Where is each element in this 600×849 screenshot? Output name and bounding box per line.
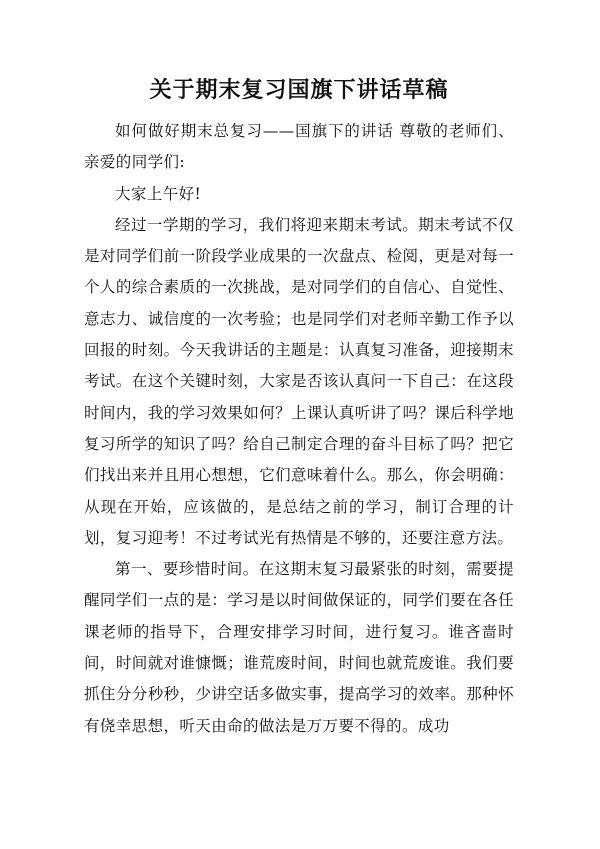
document-title: 关于期末复习国旗下讲话草稿 <box>149 77 449 103</box>
paragraph-point-one: 第一、要珍惜时间。在这期末复习最紧张的时刻，需要提醒同学们一点的是：学习是以时间做保证的，同学们要在各任课老师的指导下，合理安排学习时间，进行复习。谁吝啬时间，时间就对谁慷慨；谁荒废时间，时间也就荒废谁。我们要抓住分分秒秒，少讲空话多做实事，提高学习的效率。那种怀有侥幸思想，听天由命的做法是万万要不得的。成功 <box>84 560 514 735</box>
paragraph-introduction: 经过一学期的学习，我们将迎来期末考试。期末考试不仅是对同学们前一阶段学业成果的一次盘点、检阅，更是对每一个人的综合素质的一次挑战，是对同学们的自信心、自觉性、意志力、诚信度的一次考验；也是同学们对老师辛勤工作予以回报的时刻。今天我讲话的主题是：认真复习准备，迎接期末考试。在这个关键时刻，大家是否该认真问一下自己：在这段时间内，我的学习效果如何？上课认真听讲了吗？课后科学地复习所学的知识了吗？给自己制定合理的奋斗目标了吗？把它们找出来并且用心想想，它们意味着什么。那么，你会明确：从现在开始，应该做的，是总结之前的学习，制订合理的计划，复习迎考！不过考试光有热情是不够的，还要注意方法。 <box>84 215 514 547</box>
paragraph-greeting: 大家上午好! <box>115 184 202 203</box>
paragraph-opening: 如何做好期末总复习——国旗下的讲话 尊敬的老师们、亲爱的同学们: <box>84 122 514 172</box>
document-body <box>84 116 514 742</box>
